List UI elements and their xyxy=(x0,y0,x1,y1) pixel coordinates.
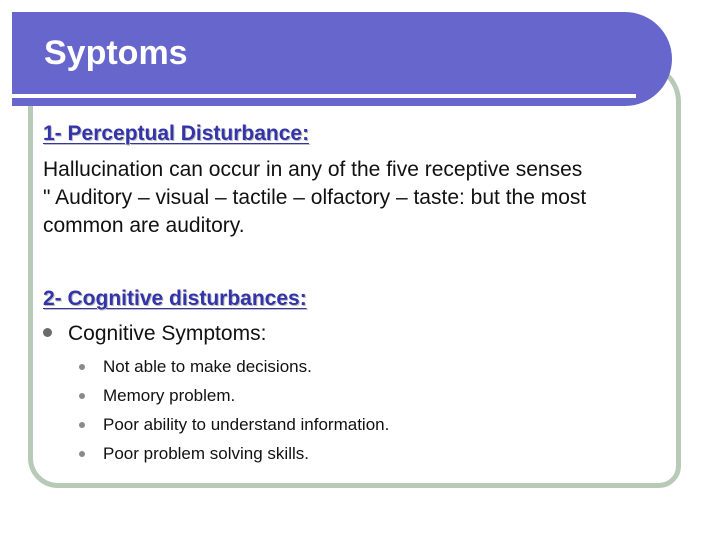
slide-title: Syptoms xyxy=(44,34,188,72)
list-item xyxy=(79,439,389,468)
list-item xyxy=(79,352,389,381)
paragraph-line: Hallucination can occur in any of the five receptive senses xyxy=(43,158,583,181)
perceptual-paragraph xyxy=(43,156,683,240)
bullet-icon xyxy=(79,393,85,399)
list-item-label: Not able to make decisions. xyxy=(103,357,312,376)
cognitive-symptoms-list xyxy=(79,352,389,468)
bullet-label: Cognitive Symptoms: xyxy=(68,322,267,345)
list-item-label: Poor ability to understand information. xyxy=(103,415,390,434)
bullet-item-cognitive-symptoms xyxy=(43,320,266,348)
list-item xyxy=(79,381,389,410)
bullet-icon xyxy=(79,422,85,428)
list-item-label: Poor problem solving skills. xyxy=(103,444,309,463)
section-heading-cognitive: 2- Cognitive disturbances: xyxy=(43,287,307,310)
bullet-icon xyxy=(79,364,85,370)
list-item-label: Memory problem. xyxy=(103,386,236,405)
section-heading-perceptual: 1- Perceptual Disturbance: xyxy=(43,122,310,145)
bullet-icon xyxy=(79,451,85,457)
list-item xyxy=(79,410,389,439)
paragraph-line: " Auditory – visual – tactile – olfactory – taste: but the most xyxy=(43,186,587,209)
paragraph-line: common are auditory. xyxy=(43,214,245,237)
title-divider xyxy=(12,94,636,98)
bullet-icon xyxy=(43,328,52,337)
